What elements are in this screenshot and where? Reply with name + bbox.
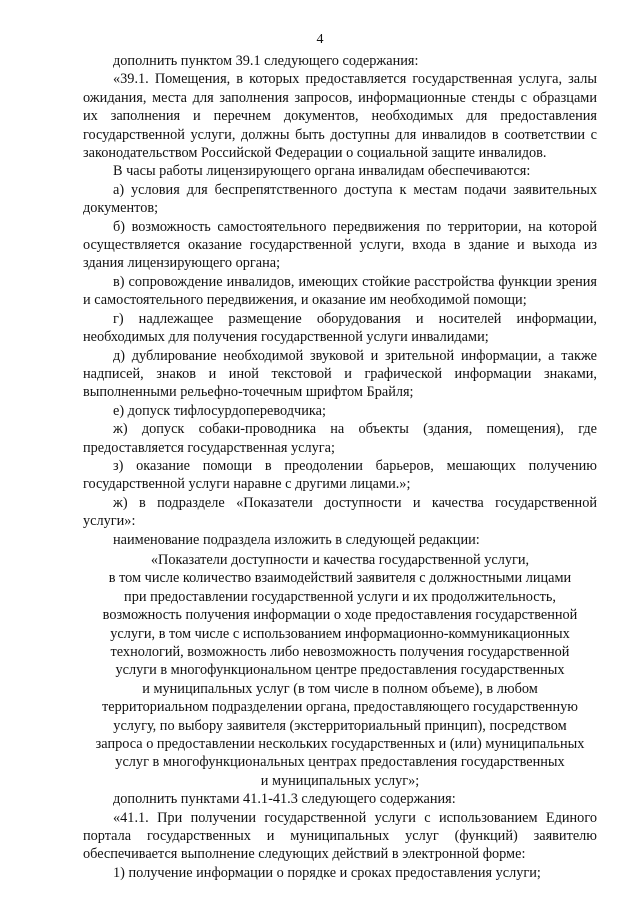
centered-line: возможность получения информации о ходе предоставления государственной <box>102 607 578 624</box>
centered-line: услуги в многофункциональном центре предоставления государственных <box>115 662 565 679</box>
paragraph: «39.1. Помещения, в которых предоставляется государственная услуга, залы ожидания, места для заполнения запросов, информационные стенды с образцами их заполнения и перечнем документов, необходимых для предоставления государственной услуги, должны быть доступны для инвалидов в соответствии с законодательством Российской Федерации о социальной защите инвалидов. <box>83 71 597 162</box>
centered-line: «Показатели доступности и качества государственной услуги, <box>150 551 530 568</box>
paragraph: а) условия для беспрепятственного доступа к местам подачи заявительных документов; <box>83 181 597 217</box>
centered-line: услуги, в том числе с использованием информационно-коммуникационных <box>110 625 570 642</box>
paragraph: дополнить пунктами 41.1-41.3 следующего содержания: <box>113 791 456 808</box>
paragraph: б) возможность самостоятельного передвижения по территории, на которой осуществляется оказание государственной услуги, входа в здание и выхода из здания лицензирующего органа; <box>83 218 597 272</box>
paragraph: ж) в подразделе «Показатели доступности и качества государственной услуги»: <box>83 494 597 530</box>
centered-line: услуг в многофункциональных центрах предоставления государственных <box>115 754 565 771</box>
centered-line: технологий, возможность либо невозможность получения государственной <box>110 644 570 660</box>
paragraph: д) дублирование необходимой звуковой и зрительной информации, а также надписей, знаков и иной текстовой и графической информации знаками, выполненными рельефно-точечным шрифтом Брайля; <box>83 347 597 401</box>
centered-line: и муниципальных услуг (в том числе в полном объеме), в любом <box>142 680 538 697</box>
page-number: 4 <box>316 32 324 47</box>
centered-line: запроса о предоставлении нескольких государственных и (или) муниципальных <box>95 736 585 753</box>
subsection-title-block <box>83 551 597 790</box>
paragraph: «41.1. При получении государственной услуги с использованием Единого портала государственных и муниципальных услуг (функций) заявителю обеспечивается выполнение следующих действий в электронной форме: <box>83 809 597 863</box>
paragraph: в) сопровождение инвалидов, имеющих стойкие расстройства функции зрения и самостоятельного передвижения, и оказание им необходимой помощи; <box>83 273 597 309</box>
centered-line: в том числе количество взаимодействий заявителя с должностными лицами <box>108 570 572 587</box>
paragraph: з) оказание помощи в преодолении барьеров, мешающих получению государственной услуги наравне с другими лицами.»; <box>83 457 597 493</box>
centered-line: территориальном подразделении органа, предоставляющего государственную <box>102 699 578 716</box>
paragraph: дополнить пунктом 39.1 следующего содержания: <box>113 53 419 69</box>
paragraph: е) допуск тифлосурдопереводчика; <box>113 402 326 419</box>
paragraph: наименование подраздела изложить в следующей редакции: <box>113 531 480 548</box>
paragraph: ж) допуск собаки-проводника на объекты (здания, помещения), где предоставляется государственная услуга; <box>83 421 597 456</box>
paragraph: 1) получение информации о порядке и сроках предоставления услуги; <box>113 864 541 881</box>
centered-line: услугу, по выбору заявителя (экстерриториальный принцип), посредством <box>113 717 567 734</box>
paragraph: В часы работы лицензирующего органа инвалидам обеспечиваются: <box>113 163 531 180</box>
centered-line: и муниципальных услуг»; <box>260 772 420 789</box>
centered-line: при предоставлении государственной услуги и их продолжительность, <box>124 588 556 605</box>
document-body <box>83 52 597 882</box>
paragraph: г) надлежащее размещение оборудования и носителей информации, необходимых для получения государственной услуги инвалидами; <box>83 310 597 346</box>
